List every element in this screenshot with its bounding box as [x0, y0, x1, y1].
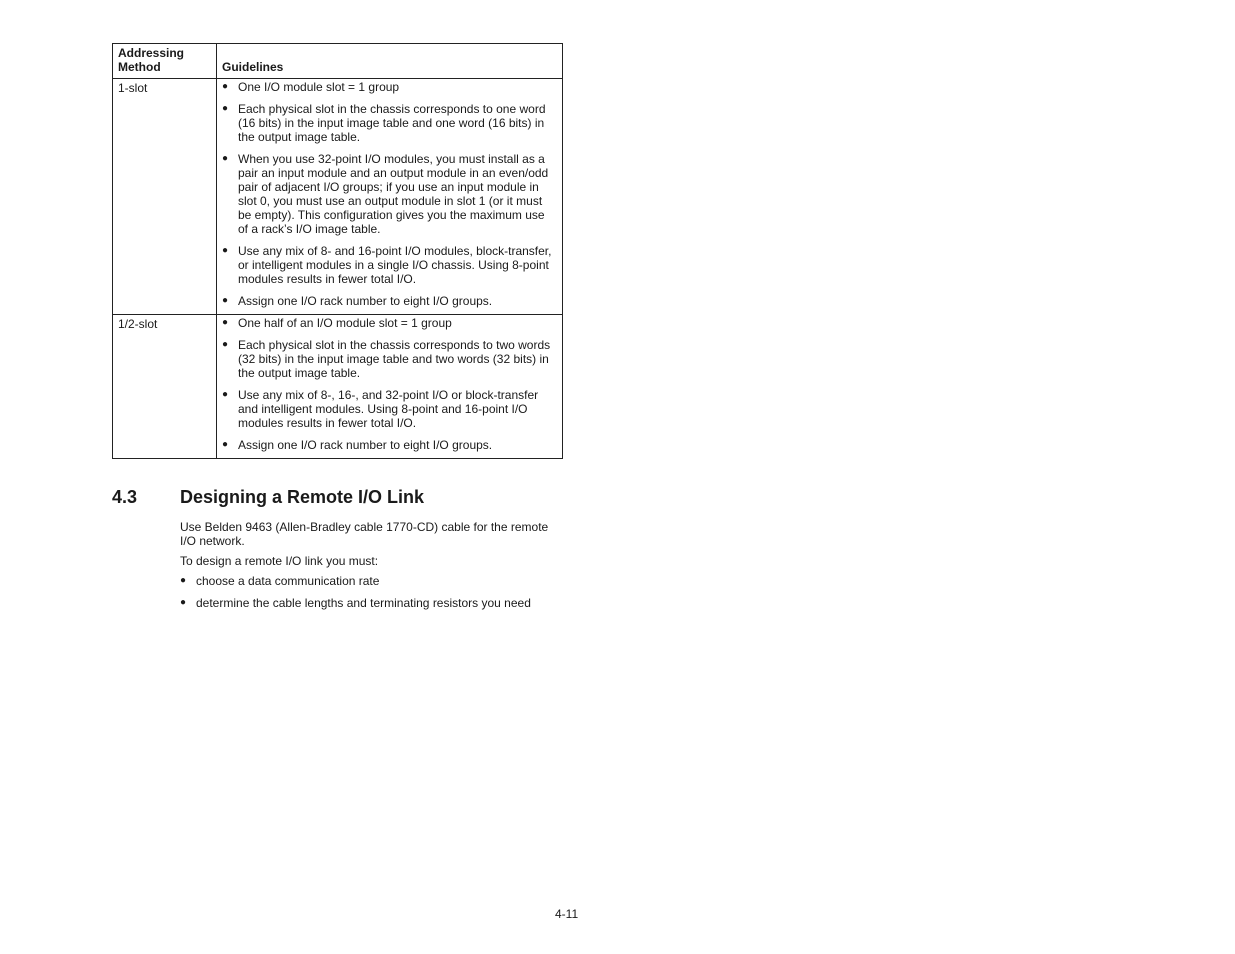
list-item — [180, 596, 560, 610]
list-item-text: Each physical slot in the chassis corresponds to two words (32 bits) in the input image table and two words (32 bits) in the output image table. — [238, 338, 551, 380]
page-number: 4-11 — [555, 907, 579, 921]
list-item — [222, 80, 554, 94]
bullet-icon: ● — [222, 389, 229, 400]
bullet-icon: ● — [222, 439, 229, 450]
list-item-text: Use any mix of 8- and 16-point I/O modules, block-transfer, or intelligent modules in a single I/O chassis. Using 8-point modules results in fewer total I/O. — [238, 244, 552, 286]
list-item — [180, 574, 560, 588]
bullet-icon: ● — [222, 245, 229, 256]
bullet-icon: ● — [222, 81, 229, 92]
bullet-icon: ● — [222, 103, 229, 114]
table-header-row — [113, 44, 563, 79]
section-body — [180, 520, 560, 618]
guidelines-list — [222, 80, 554, 308]
list-item-text: Assign one I/O rack number to eight I/O groups. — [238, 294, 493, 308]
paragraph: Use Belden 9463 (Allen-Bradley cable 1770-CD) cable for the remote I/O network. — [180, 520, 549, 548]
bullet-icon: ● — [222, 317, 229, 328]
list-item-text: Each physical slot in the chassis corresponds to one word (16 bits) in the input image table and one word (16 bits) in the output image table. — [238, 102, 546, 144]
addressing-guidelines-table — [112, 43, 563, 459]
list-item — [222, 388, 554, 430]
section-number: 4.3 — [112, 487, 138, 507]
list-item — [222, 294, 554, 308]
list-item-text: When you use 32-point I/O modules, you must install as a pair an input module and an output module in an even/odd pair of adjacent I/O groups; if you use an input module in slot 0, you must use an output module in slot 1 (or it must be empty). This configuration gives you the maximum use of a rack’s I/O image table. — [238, 152, 549, 236]
bullet-icon: ● — [222, 295, 229, 306]
list-item — [222, 244, 554, 286]
paragraph: To design a remote I/O link you must: — [180, 554, 379, 568]
list-item — [222, 438, 554, 452]
section-heading — [112, 486, 424, 508]
addressing-method-cell: 1/2-slot — [113, 315, 217, 459]
header-addressing-method: Addressing Method — [113, 44, 217, 79]
list-item-text: Use any mix of 8-, 16-, and 32-point I/O or block-transfer and intelligent modules. Using 8-point and 16-point I/O modules results in fewer total I/O. — [238, 388, 539, 430]
bullet-icon: ● — [222, 153, 229, 164]
bullet-icon: ● — [180, 575, 187, 586]
bullet-icon: ● — [222, 339, 229, 350]
list-item — [222, 338, 554, 380]
table-row — [113, 79, 563, 315]
addressing-method-cell: 1-slot — [113, 79, 217, 315]
list-item-text: Assign one I/O rack number to eight I/O groups. — [238, 438, 493, 452]
bullet-icon: ● — [180, 597, 187, 608]
guidelines-cell — [217, 315, 563, 459]
section-title: Designing a Remote I/O Link — [180, 487, 425, 507]
list-item-text: choose a data communication rate — [196, 574, 380, 588]
table-body — [113, 79, 563, 459]
list-item-text: determine the cable lengths and terminating resistors you need — [196, 596, 531, 610]
section-bullet-list — [180, 574, 560, 610]
table-row — [113, 315, 563, 459]
guidelines-cell — [217, 79, 563, 315]
list-item — [222, 316, 554, 330]
list-item-text: One I/O module slot = 1 group — [238, 80, 400, 94]
guidelines-list — [222, 316, 554, 452]
header-guidelines: Guidelines — [217, 44, 563, 79]
list-item-text: One half of an I/O module slot = 1 group — [238, 316, 452, 330]
list-item — [222, 102, 554, 144]
list-item — [222, 152, 554, 236]
